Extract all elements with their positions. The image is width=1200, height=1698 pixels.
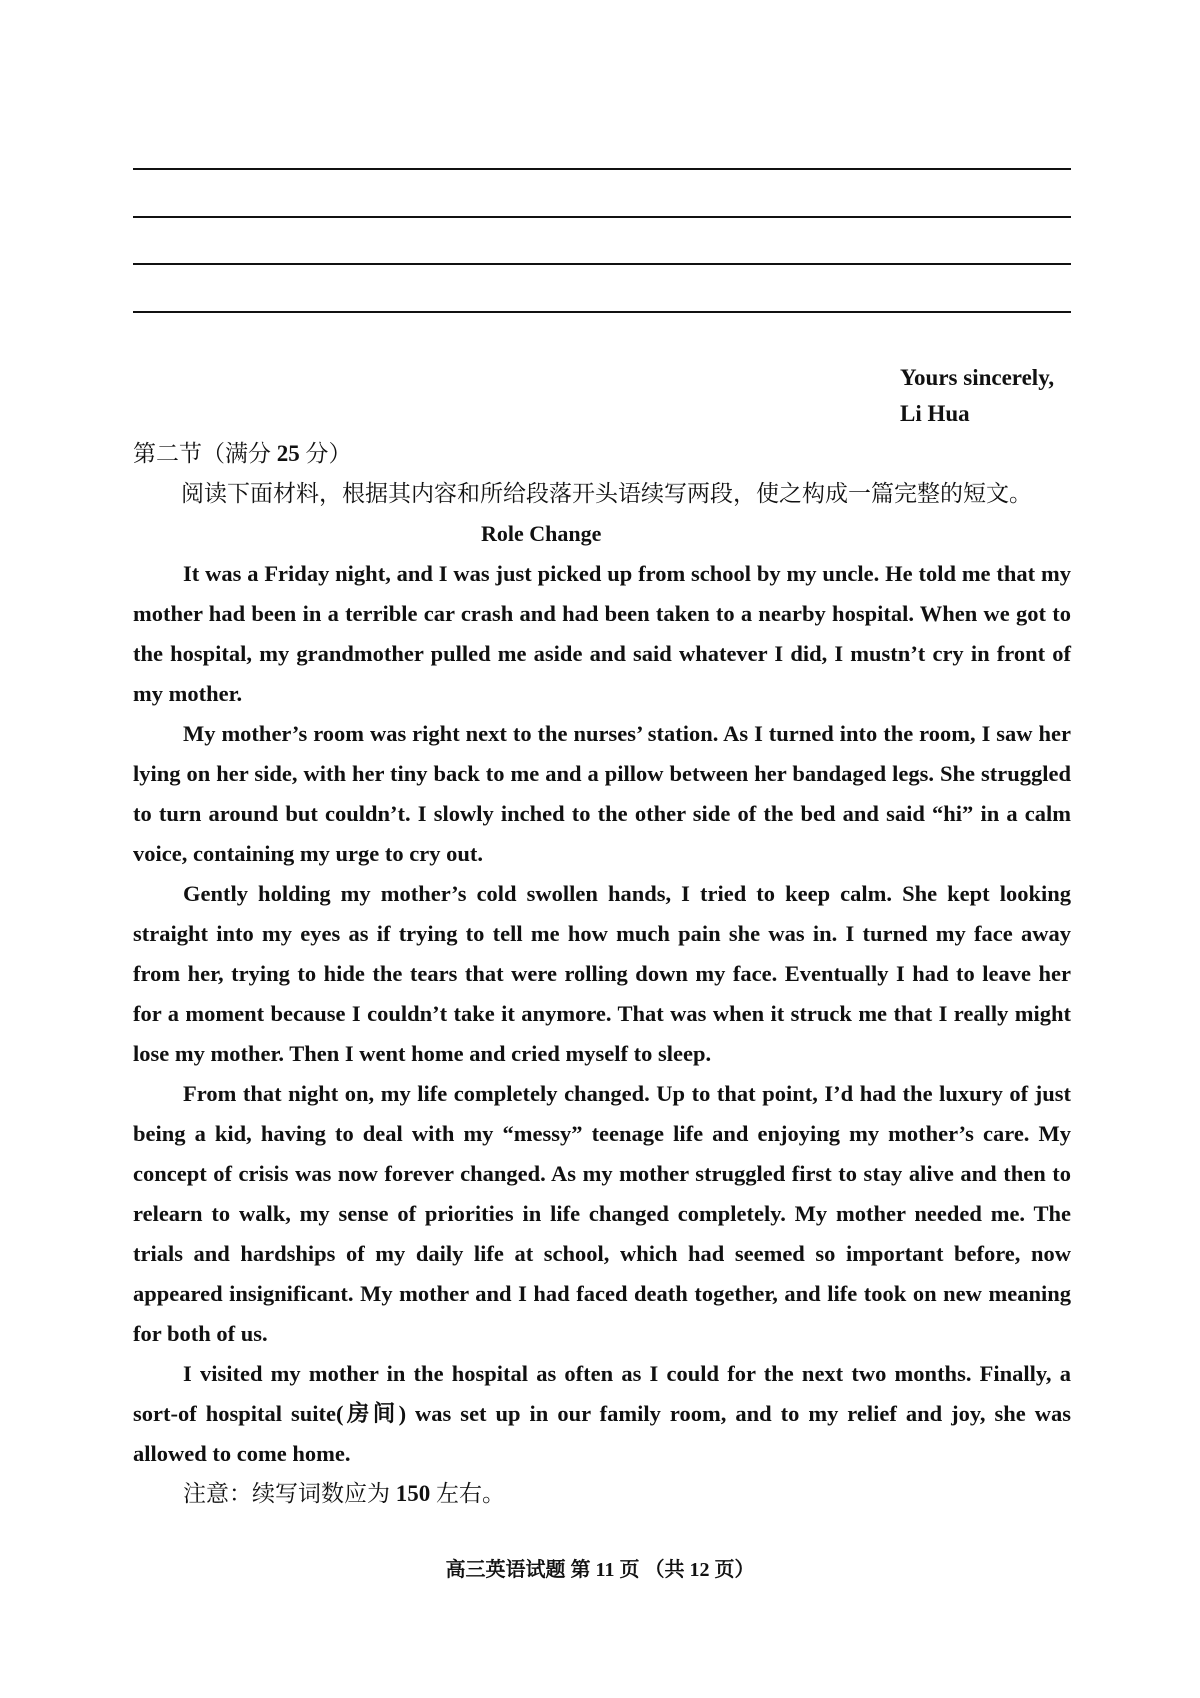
note-prefix: 注意：续写词数应为 bbox=[183, 1481, 390, 1506]
page-footer: 高三英语试题 第 11 页 （共 12 页） bbox=[445, 1559, 755, 1581]
story-paragraph: I visited my mother in the hospital as often as I could for the next two months. Finally, a sort-of hospital suite(房间) was set up in our family room, and to my relief and joy, she was allowed to come home. bbox=[133, 1361, 1071, 1466]
letter-closing bbox=[900, 360, 1054, 432]
word-count-note bbox=[133, 1474, 1071, 1514]
story-paragraph: My mother’s room was right next to the nurses’ station. As I turned into the room, I saw her lying on her side, with her tiny back to me and a pillow between her bandaged legs. She struggled to turn around but couldn’t. I slowly inched to the other side of the bed and said “hi” in a calm voice, containing my urge to cry out. bbox=[133, 721, 1071, 866]
note-word-count: 150 bbox=[395, 1481, 431, 1506]
answer-line[interactable] bbox=[133, 263, 1071, 265]
section-heading bbox=[133, 434, 1071, 474]
story-paragraph: From that night on, my life completely changed. Up to that point, I’d had the luxury of just being a kid, having to deal with my “messy” teenage life and enjoying my mother’s care. My concept of crisis was now forever changed. As my mother struggled first to stay alive and then to relearn to walk, my sense of priorities in life changed completely. My mother needed me. The trials and hardships of my daily life at school, which had seemed so important before, now appeared insignificant. My mother and I had faced death together, and life took on new meaning for both of us. bbox=[133, 1081, 1071, 1346]
answer-lines bbox=[133, 168, 1071, 358]
section-heading-prefix: 第二节（满分 bbox=[133, 441, 271, 466]
story-paragraph: It was a Friday night, and I was just picked up from school by my uncle. He told me that my mother had been in a terrible car crash and had been taken to a nearby hospital. When we got to the hospital, my grandmother pulled me aside and said whatever I did, I mustn’t cry in front of my mother. bbox=[133, 561, 1071, 706]
closing-salutation: Yours sincerely, bbox=[900, 365, 1055, 390]
section-instruction: 阅读下面材料，根据其内容和所给段落开头语续写两段，使之构成一篇完整的短文。 bbox=[181, 481, 1032, 506]
section-points: 25 bbox=[276, 441, 300, 466]
section-content bbox=[133, 434, 1071, 1514]
story-title: Role Change bbox=[481, 521, 602, 546]
answer-line[interactable] bbox=[133, 168, 1071, 170]
answer-line[interactable] bbox=[133, 216, 1071, 218]
section-heading-suffix: 分） bbox=[305, 441, 352, 466]
answer-line[interactable] bbox=[133, 311, 1071, 313]
closing-signature: Li Hua bbox=[900, 401, 970, 426]
story-paragraph: Gently holding my mother’s cold swollen hands, I tried to keep calm. She kept looking straight into my eyes as if trying to tell me how much pain she was in. I turned my face away from her, trying to hide the tears that were rolling down my face. Eventually I had to leave her for a moment because I couldn’t take it anymore. That was when it struck me that I really might lose my mother. Then I went home and cried myself to sleep. bbox=[133, 881, 1071, 1066]
note-suffix: 左右。 bbox=[436, 1481, 505, 1506]
